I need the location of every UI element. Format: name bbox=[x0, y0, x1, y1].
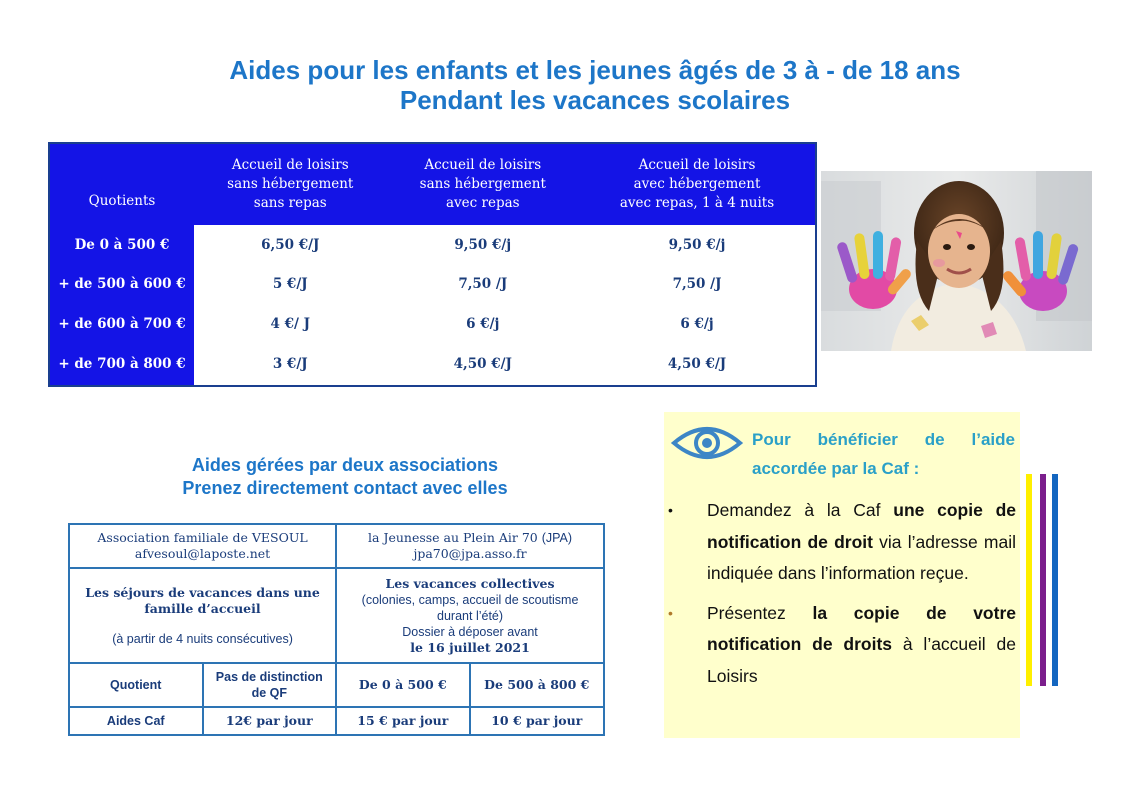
collective-holidays-line-3: Dossier à déposer avant bbox=[402, 624, 538, 639]
cell-value: 4,50 €/J bbox=[453, 356, 512, 373]
cell-value: 7,50 /J bbox=[672, 276, 722, 293]
info-box-title-line-2: accordée par la Caf : bbox=[752, 459, 920, 478]
cell-value: 9,50 €/j bbox=[454, 236, 512, 253]
header-no-lodging-no-meal bbox=[194, 143, 387, 225]
cell-value: 15 € par jour bbox=[336, 707, 469, 735]
header-no-lodging-meal bbox=[387, 143, 580, 225]
bullet-text-bold: une copie de notification de droit bbox=[707, 500, 1017, 552]
row-label: + de 600 à 700 € bbox=[49, 304, 194, 344]
collective-holidays-deadline: le 16 juillet 2021 bbox=[410, 639, 530, 655]
header-no-distinction bbox=[203, 663, 337, 707]
association-vesoul-cell bbox=[69, 524, 336, 568]
table-row bbox=[69, 568, 604, 663]
family-stay-cell bbox=[69, 568, 336, 663]
table-row bbox=[49, 304, 816, 344]
bullet-icon: • bbox=[668, 502, 673, 518]
collective-holidays-line-1: (colonies, camps, accueil de scoutisme bbox=[361, 592, 579, 607]
header-quotient: Quotient bbox=[69, 663, 203, 707]
bullet-text: Présentez bbox=[707, 602, 813, 623]
association-jpa-name-line bbox=[341, 530, 599, 546]
header-no-distinction-1: Pas de distinction bbox=[215, 670, 323, 684]
family-stay-title-1: Les séjours de vacances dans une bbox=[85, 584, 320, 600]
cell-value: 6 €/j bbox=[680, 316, 714, 333]
decorative-stripe-purple bbox=[1040, 474, 1046, 686]
association-jpa-email: jpa70@jpa.asso.fr bbox=[413, 546, 527, 561]
child-painted-hands-photo bbox=[821, 171, 1092, 351]
collective-holidays-cell bbox=[336, 568, 604, 663]
info-box-title-line-1: Pour bénéficier de l’aide bbox=[752, 430, 1015, 449]
association-vesoul-email: afvesoul@laposte.net bbox=[134, 546, 271, 561]
eye-icon bbox=[671, 421, 743, 465]
table-row bbox=[49, 225, 816, 265]
bullet-text-bold: la copie de votre notification de droits bbox=[707, 602, 1016, 654]
cell-value: 7,50 /J bbox=[458, 276, 508, 293]
cell-value: 6,50 €/J bbox=[261, 236, 320, 253]
title-line-2: Pendant les vacances scolaires bbox=[399, 85, 791, 115]
table-row bbox=[69, 707, 604, 735]
header-range-0-500: De 0 à 500 € bbox=[336, 663, 469, 707]
cell-value: 5 €/J bbox=[272, 276, 308, 293]
header-line: Accueil de loisirs bbox=[231, 157, 349, 173]
header-line: sans hébergement bbox=[419, 176, 546, 192]
header-range-500-800: De 500 à 800 € bbox=[470, 663, 604, 707]
cell-value: 4,50 €/J bbox=[667, 356, 727, 373]
cell-value: 12€ par jour bbox=[203, 707, 337, 735]
quotient-table-header bbox=[49, 143, 816, 225]
associations-heading-line-1: Aides gérées par deux associations bbox=[191, 455, 499, 475]
row-label-aides-caf: Aides Caf bbox=[69, 707, 203, 735]
header-line: avec hébergement bbox=[633, 176, 761, 192]
association-jpa-name: la Jeunesse au Plein Air 70 bbox=[368, 530, 538, 545]
table-row bbox=[69, 663, 604, 707]
cell-value: 4 €/ J bbox=[270, 316, 311, 333]
header-line: avec repas, 1 à 4 nuits bbox=[619, 195, 775, 211]
collective-holidays-title: Les vacances collectives bbox=[385, 575, 555, 591]
table-row bbox=[49, 265, 816, 305]
bullet-text: via l’adresse mail indiquée dans l’information reçue. bbox=[707, 531, 1017, 583]
header-no-distinction-2: de QF bbox=[251, 686, 287, 700]
family-stay-note: (à partir de 4 nuits consécutives) bbox=[112, 631, 293, 646]
header-line: avec repas bbox=[445, 195, 520, 211]
quotient-table bbox=[48, 142, 817, 387]
info-box-bullets bbox=[668, 495, 1016, 700]
decorative-stripe-blue bbox=[1052, 474, 1058, 686]
row-label: + de 700 à 800 € bbox=[49, 344, 194, 386]
association-vesoul-name: Association familiale de VESOUL bbox=[97, 530, 308, 545]
table-row bbox=[69, 524, 604, 568]
header-quotients-text: Quotients bbox=[88, 193, 156, 209]
association-jpa-cell bbox=[336, 524, 604, 568]
list-item bbox=[668, 598, 1016, 693]
associations-heading bbox=[60, 454, 630, 500]
bullet-icon: • bbox=[668, 604, 673, 621]
decorative-stripe-yellow bbox=[1026, 474, 1032, 686]
associations-table bbox=[68, 523, 605, 736]
header-line: sans repas bbox=[253, 195, 327, 211]
header-line: sans hébergement bbox=[227, 176, 354, 192]
cell-value: 10 € par jour bbox=[470, 707, 604, 735]
header-line: Accueil de loisirs bbox=[638, 157, 756, 173]
associations-heading-line-2: Prenez directement contact avec elles bbox=[182, 478, 508, 498]
association-jpa-abbr: (JPA) bbox=[541, 531, 573, 545]
collective-holidays-line-2: durant l’été) bbox=[437, 608, 504, 623]
page-title bbox=[0, 55, 1140, 115]
header-quotients bbox=[49, 143, 194, 225]
bullet-text: à l’accueil de Loisirs bbox=[707, 634, 1016, 686]
family-stay-title-2: famille d’accueil bbox=[144, 600, 261, 616]
cell-value: 6 €/j bbox=[466, 316, 500, 333]
title-line-1: Aides pour les enfants et les jeunes âgés de 3 à - de 18 ans bbox=[229, 55, 961, 85]
photo-illustration bbox=[821, 171, 1092, 351]
cell-value: 3 €/J bbox=[272, 356, 308, 373]
row-label: + de 500 à 600 € bbox=[49, 265, 194, 305]
bullet-text: Demandez à la Caf bbox=[707, 500, 894, 520]
header-line: Accueil de loisirs bbox=[424, 157, 542, 173]
row-label: De 0 à 500 € bbox=[49, 225, 194, 265]
cell-value: 9,50 €/j bbox=[668, 236, 726, 253]
table-row bbox=[49, 344, 816, 386]
list-item bbox=[668, 495, 1016, 590]
header-lodging-meal bbox=[579, 143, 816, 225]
